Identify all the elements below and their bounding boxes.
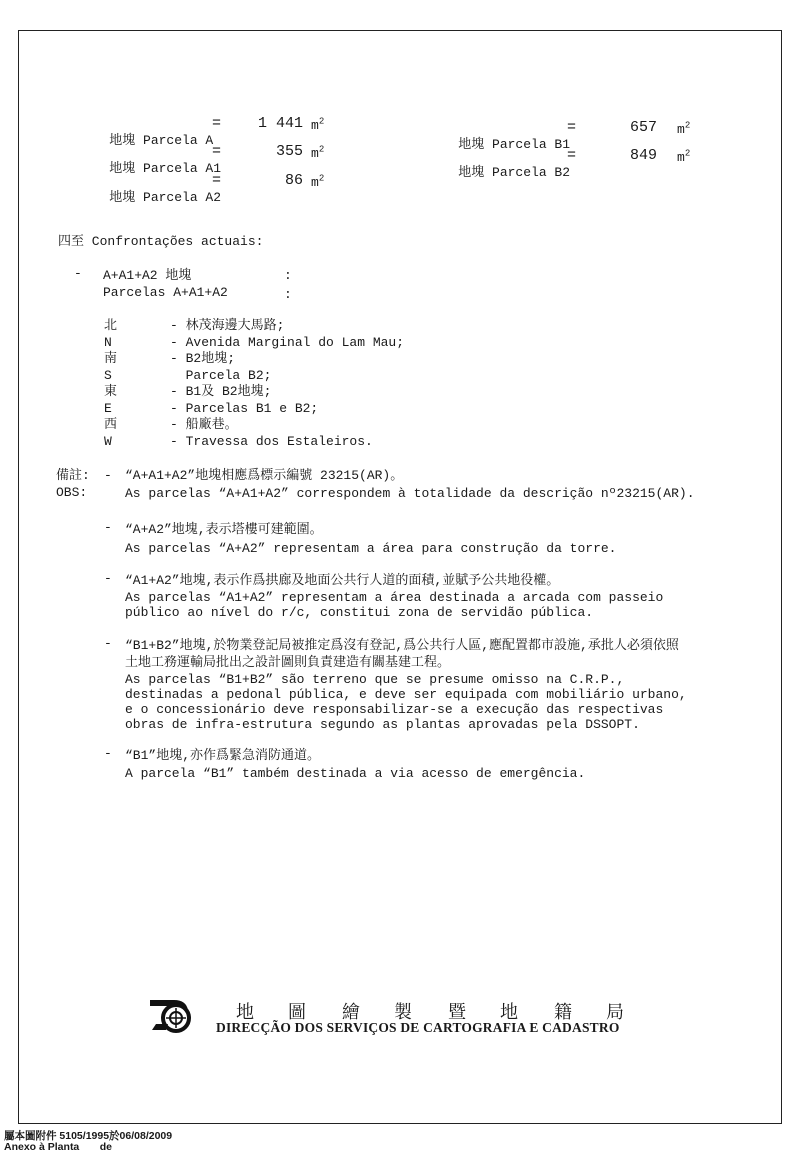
confrontations-heading: 四至 Confrontações actuais: [58, 234, 264, 249]
logo-char: 暨 [448, 1002, 466, 1023]
area-row-b2 [427, 150, 570, 195]
note-dash: - [104, 636, 112, 651]
area-value: 1 441 [257, 115, 303, 132]
unit-text: m [311, 118, 319, 133]
note-dash: - [104, 520, 112, 535]
area-row-a2 [78, 172, 222, 220]
direction-east-cn: 東 [104, 384, 118, 399]
note-line: “B1”地塊,亦作爲緊急消防通道。 [125, 748, 321, 763]
logo-char: 地 [236, 1002, 254, 1023]
confrontations-dash: - [74, 266, 82, 281]
area-value: 355 [275, 143, 303, 160]
area-eq: = [212, 143, 222, 160]
area-eq: = [212, 172, 222, 189]
unit-exp: 2 [684, 120, 691, 131]
area-eq: = [567, 119, 577, 136]
note-dash: - [104, 571, 112, 586]
logo-char: 地 [500, 1002, 518, 1023]
logo-char: 繪 [342, 1002, 360, 1023]
note-line: obras de infra-estrutura segundo as plantas aprovadas pela DSSOPT. [125, 717, 640, 732]
area-label: 地塊 Parcela A1 [109, 161, 222, 176]
logo-emblem-icon [146, 994, 200, 1036]
confrontation-text: - 林茂海邊大馬路; [170, 318, 285, 333]
unit-exp: 2 [684, 148, 691, 159]
unit-exp: 2 [318, 173, 325, 184]
note-line: “B1+B2”地塊,於物業登記局被推定爲沒有登記,爲公共行人區,應配置都市設施,承批人必須依照 [125, 638, 679, 653]
parcel-pt: Parcelas A+A1+A2 [103, 285, 228, 300]
agency-name: DIRECÇÃO DOS SERVIÇOS DE CARTOGRAFIA E CADASTRO [216, 1020, 620, 1035]
area-unit [311, 118, 324, 133]
note-line: A parcela “B1” também destinada a via acesso de emergência. [125, 766, 586, 781]
note-line: “A+A2”地塊,表示塔樓可建範圍。 [125, 522, 323, 537]
note-line: “A1+A2”地塊,表示作爲拱廊及地面公共行人道的面積,並賦予公共地役權。 [125, 573, 560, 588]
area-value: 657 [629, 119, 657, 136]
area-label: 地塊 Parcela B2 [458, 165, 571, 180]
notes-label-cn: 備註: [56, 468, 90, 483]
confrontation-text: - Travessa dos Estaleiros. [170, 434, 373, 449]
logo-char: 局 [606, 1002, 624, 1023]
confrontation-text: Parcela B2; [170, 368, 272, 383]
area-value: 86 [284, 172, 303, 189]
direction-north: N [104, 335, 112, 350]
parcel-pt-colon: : [284, 287, 292, 302]
note-line: “A+A1+A2”地塊相應爲標示編號 23215(AR)。 [125, 468, 404, 483]
unit-text: m [311, 146, 319, 161]
note-line: As parcelas “A+A1+A2” correspondem à totalidade da descrição nº23215(AR). [125, 486, 695, 501]
parcel-cn: A+A1+A2 地塊 [103, 268, 192, 283]
direction-north-cn: 北 [104, 318, 118, 333]
footer-line-2: Anexo à Planta de [4, 1141, 112, 1153]
logo-char: 籍 [554, 1002, 572, 1023]
area-unit [311, 146, 324, 161]
area-eq: = [212, 115, 222, 132]
direction-south-cn: 南 [104, 351, 118, 366]
note-line: As parcelas “B1+B2” são terreno que se presume omisso na C.R.P., [125, 672, 625, 687]
confrontation-text: - Avenida Marginal do Lam Mau; [170, 335, 405, 350]
note-line: As parcelas “A1+A2” representam a área destinada a arcada com passeio [125, 590, 664, 605]
area-label: 地塊 Parcela B1 [458, 137, 571, 152]
unit-exp: 2 [318, 116, 325, 127]
note-line: destinadas a pedonal pública, e deve ser equipada com mobiliário urbano, [125, 687, 687, 702]
direction-west-cn: 西 [104, 417, 118, 432]
area-label: 地塊 Parcela A [109, 133, 214, 148]
area-label: 地塊 Parcela A2 [109, 190, 222, 205]
confrontation-text: - 船廠巷。 [170, 417, 238, 432]
note-line: público ao nível do r/c, constitui zona de servidão pública. [125, 605, 594, 620]
notes-label-pt: OBS: [56, 485, 88, 500]
note-dash: - [104, 468, 112, 483]
confrontation-text: - B1及 B2地塊; [170, 384, 272, 399]
confrontation-text: - B2地塊; [170, 351, 236, 366]
area-value: 849 [629, 147, 657, 164]
note-dash: - [104, 746, 112, 761]
footer-line-1: 屬本圖附件 5105/1995於06/08/2009 [4, 1130, 173, 1142]
area-unit [677, 150, 690, 165]
unit-text: m [311, 175, 319, 190]
logo-char: 製 [394, 1002, 412, 1023]
area-eq: = [567, 147, 577, 164]
logo-char: 圖 [288, 1002, 306, 1023]
unit-exp: 2 [318, 144, 325, 155]
direction-south: S [104, 368, 112, 383]
parcel-cn-colon: : [284, 268, 292, 283]
note-line: e o concessionário deve responsabilizar-se a execução das respectivas [125, 702, 664, 717]
unit-text: m [677, 122, 685, 137]
area-unit [677, 122, 690, 137]
area-unit [311, 175, 324, 190]
direction-east: E [104, 401, 112, 416]
unit-text: m [677, 150, 685, 165]
confrontation-text: - Parcelas B1 e B2; [170, 401, 319, 416]
direction-west: W [104, 434, 112, 449]
note-line: 土地工務運輸局批出之設計圖則負責建造有關基建工程。 [125, 655, 451, 670]
note-line: As parcelas “A+A2” representam a área para construção da torre. [125, 541, 617, 556]
